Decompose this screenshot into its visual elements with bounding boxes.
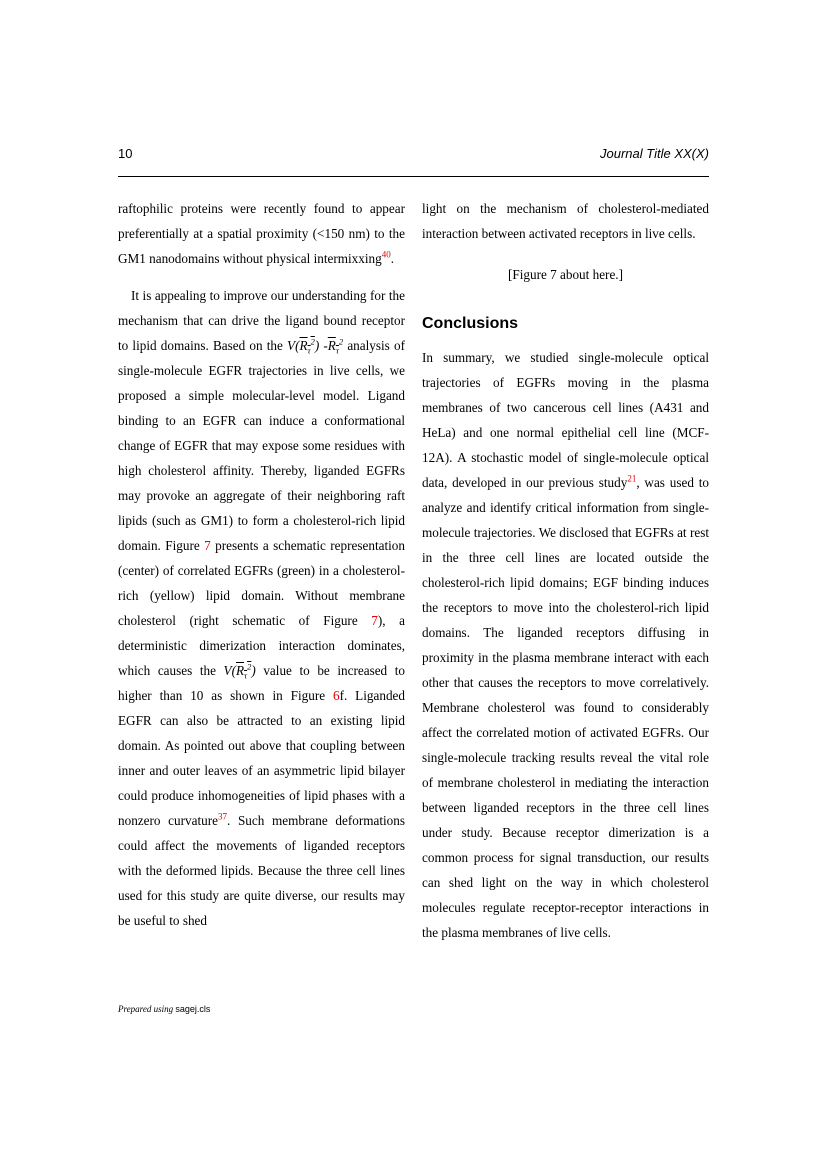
paragraph-text: f. Liganded EGFR can also be attracted to an existing lipid domain. As pointed out above that coupling between inner and outer leaves of an asymmetric lipid bilayer could produce inhomogeneities of lipid phases with a nonzero curvature	[118, 688, 405, 828]
figure-link-6[interactable]: 6	[333, 688, 340, 703]
paragraph-conclusions	[422, 345, 709, 945]
paragraph-text: presents a schematic representation (center) of correlated EGFRs (green) in a cholesterol-rich (yellow) lipid domain. Without membrane cholesterol (right schematic of Figure	[118, 538, 405, 628]
paragraph-text: value to be increased to higher than 10 as shown in Figure	[118, 663, 405, 703]
figure-link-7[interactable]: 7	[371, 613, 378, 628]
paragraph-model	[118, 283, 405, 933]
math-variance: $V(R_\tau^2)$	[223, 661, 256, 681]
paragraph-continuation-right: light on the mechanism of cholesterol-mediated interaction between activated receptors in live cells.	[422, 201, 709, 241]
figure-placeholder: [Figure 7 about here.]	[508, 267, 623, 282]
footer-prepared-using	[118, 1004, 210, 1014]
citation-40[interactable]: 40	[381, 249, 391, 260]
right-column	[422, 196, 709, 945]
paragraph-text: analysis of single-molecule EGFR trajectories in live cells, we proposed a simple molecular-level model. Ligand binding to an EGFR can induce a conformational change of EGFR that may expose some residues with high cholesterol affinity. Thereby, liganded EGFRs may provoke an aggregate of their neighboring raft lipids (such as GM1) to form a cholesterol-rich lipid domain. Figure	[118, 338, 405, 553]
paragraph-text: .	[390, 251, 395, 266]
footer-text: Prepared using	[118, 1004, 176, 1014]
paragraph-text: raftophilic proteins were recently found to appear preferentially at a spatial proximity (<150 nm) to the GM1 nanodomains without physical intermixxing	[118, 201, 405, 266]
paragraph-continuation	[118, 196, 405, 271]
citation-37[interactable]: 37	[217, 811, 227, 822]
paragraph-text: . Such membrane deformations could affect the movements of liganded receptors with the deformed lipids. Because the three cell lines used for this study are quite diverse, our results may be useful to shed	[118, 813, 405, 928]
section-heading-conclusions: Conclusions	[422, 315, 519, 332]
citation-21[interactable]: 21	[627, 473, 637, 484]
paragraph-text: , was used to analyze and identify critical information from single-molecule trajectories. We disclosed that EGFRs at rest in the three cell lines are located outside the cholesterol-rich lipid domains; EGF binding induces the receptors to move into the cholesterol-rich lipid domains. The liganded receptors diffusing in proximity in the plasma membrane interact with each other that causes the receptors to move correlatively. Membrane cholesterol was found to considerably affect the correlated motion of activated EGFRs. Our single-molecule tracking results reveal the vital role of membrane cholesterol in mediating the interaction between liganded receptors in the three cell lines under study. Because receptor dimerization is a common process for signal transduction, our results can shed light on the way in which cholesterol molecules regulate receptor-receptor interactions in the plasma membranes of live cells.	[422, 475, 709, 940]
paragraph-text: It is appealing to improve our understanding for the mechanism that can drive the ligand bound receptor to lipid domains. Based on the	[118, 288, 405, 353]
footer-class-name: sagej.cls	[175, 1004, 211, 1014]
paragraph-text: In summary, we studied single-molecule optical trajectories of EGFRs moving in the plasma membranes of two cancerous cell lines (A431 and HeLa) and one normal epithelial cell line (MCF-12A). A stochastic model of single-molecule optical data, developed in our previous study	[422, 350, 709, 490]
figure-link-7[interactable]: 7	[204, 538, 211, 553]
page-number: 10	[118, 146, 133, 161]
left-column	[118, 196, 405, 933]
math-variance-expression: $V(R_\tau^2)$ $-R_\tau^2$	[287, 336, 344, 356]
paragraph-text: ), a deterministic dimerization interaction dominates, which causes the	[118, 613, 405, 678]
header-rule	[118, 176, 709, 177]
journal-title: Journal Title XX(X)	[600, 146, 709, 161]
